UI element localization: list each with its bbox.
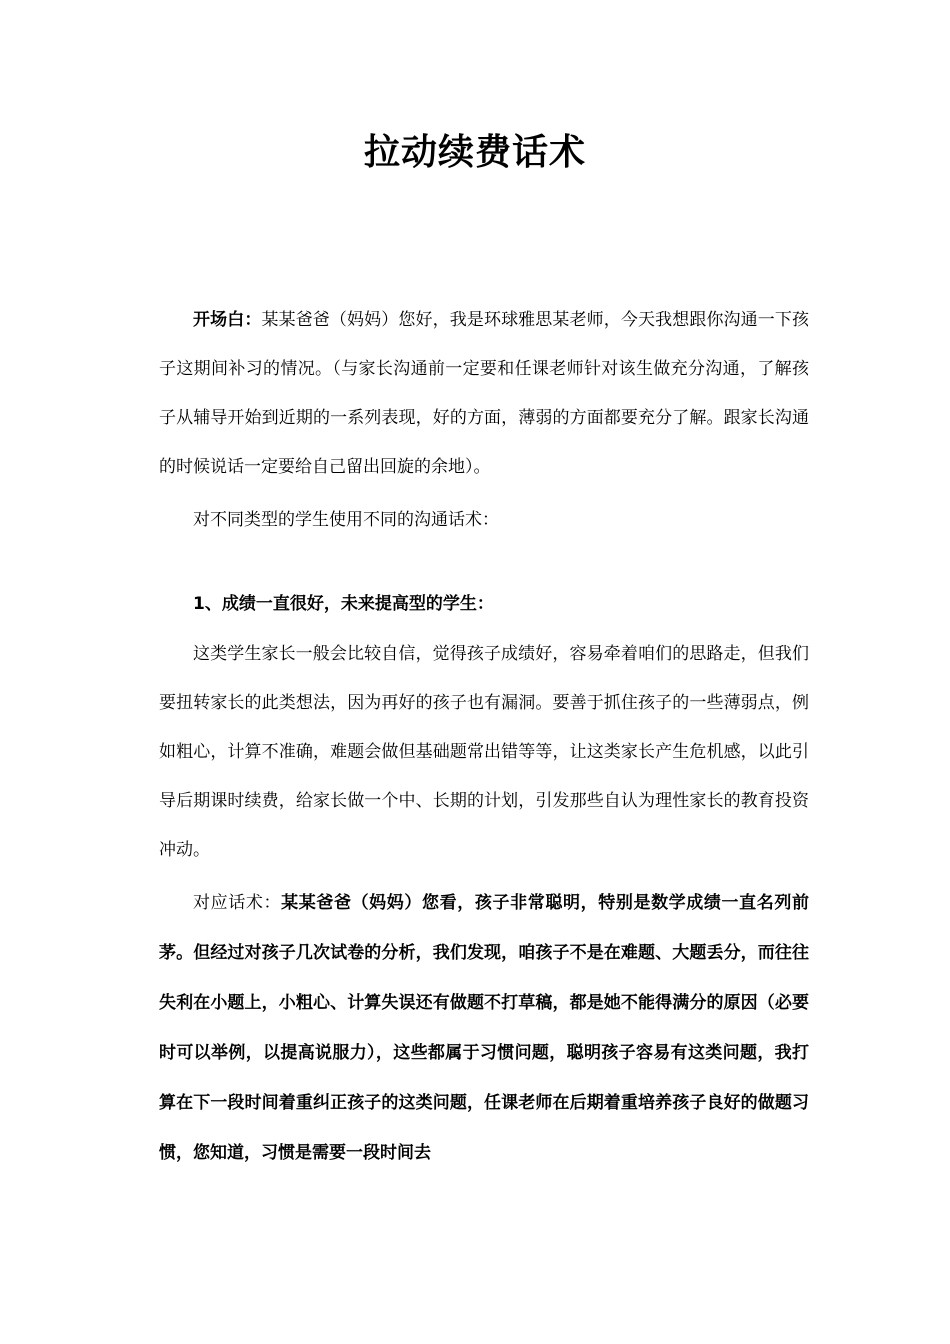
intro-paragraph: [159, 296, 809, 492]
intro-text: 某某爸爸（妈妈）您好，我是环球雅思某老师，今天我想跟你沟通一下孩子这期间补习的情况。（与家长沟通前一定要和任课老师针对该生做充分沟通，了解孩子从辅导开始到近期的一系列表现，好的方面，薄弱的方面都要充分了解。跟家长沟通的时候说话一定要给自己留出回旋的余地）。: [159, 310, 810, 477]
section-1-heading: 1、成绩一直很好，未来提高型的学生：: [193, 594, 494, 614]
script-label: 对应话术：: [193, 893, 282, 913]
intro-label: 开场白：: [193, 310, 262, 330]
script-text: 某某爸爸（妈妈）您看，孩子非常聪明，特别是数学成绩一直名列前茅。但经过对孩子几次试卷的分析，我们发现，咱孩子不是在难题、大题丢分，而往往失利在小题上，小粗心、计算失误还有做题不打草稿，都是她不能得满分的原因（必要时可以举例，以提高说服力），这些都属于习惯问题，聪明孩子容易有这类问题，我打算在下一段时间着重纠正孩子的这类问题，任课老师在后期着重培养孩子良好的做题习惯，您知道，习惯是需要一段时间去: [159, 893, 810, 1163]
section-1-script-paragraph: [159, 878, 809, 1178]
types-intro-paragraph: 对不同类型的学生使用不同的沟通话术：: [193, 510, 499, 530]
document-title: 拉动续费话术: [363, 132, 586, 173]
section-1-description: 这类学生家长一般会比较自信，觉得孩子成绩好，容易牵着咱们的思路走，但我们要扭转家长的此类想法，因为再好的孩子也有漏洞。要善于抓住孩子的一些薄弱点，例如粗心，计算不准确，难题会做但基础题常出错等等，让这类家长产生危机感，以此引导后期课时续费，给家长做一个中、长期的计划，引发那些自认为理性家长的教育投资冲动。: [159, 644, 809, 860]
